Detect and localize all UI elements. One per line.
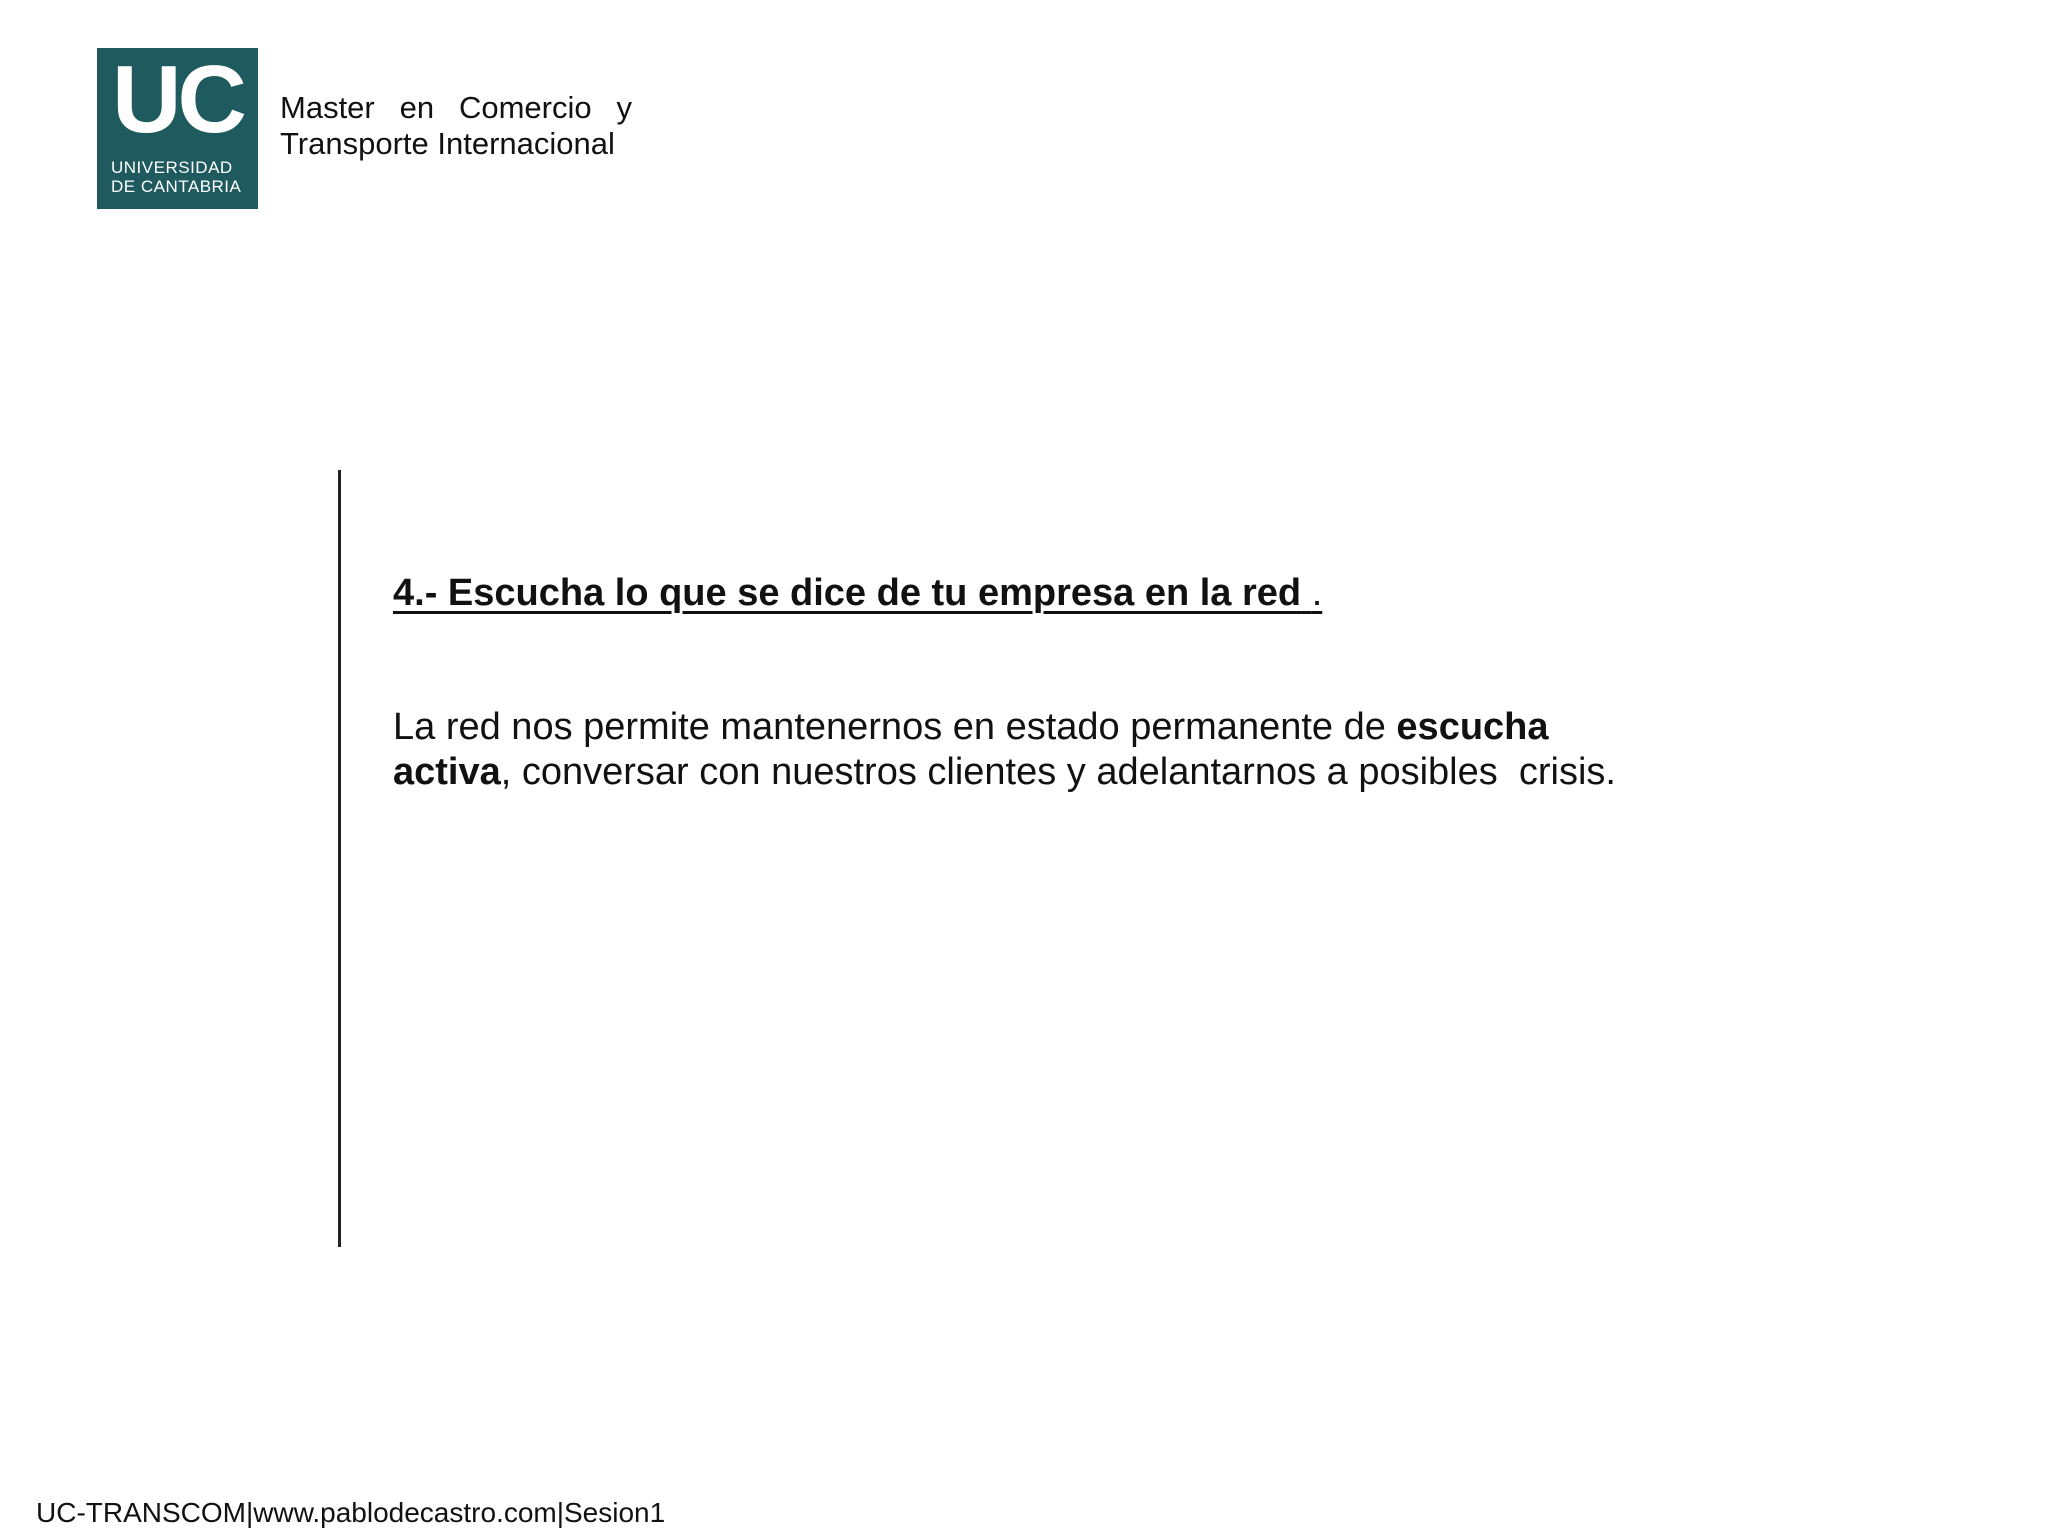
slide-heading-dot: . <box>1311 572 1323 614</box>
slide-heading <box>393 570 1322 616</box>
program-title-line-2: Transporte Internacional <box>280 126 615 161</box>
body-bold-segment: activa <box>393 751 501 793</box>
program-word: Comercio <box>458 90 592 125</box>
logo-mark: UC <box>112 48 243 153</box>
logo-text-line-2: DE CANTABRIA <box>111 177 242 196</box>
body-text-segment: , conversar con nuestros clientes y adelantarnos a posibles crisis. <box>500 751 1616 793</box>
logo-text-line-1: UNIVERSIDAD <box>111 158 233 177</box>
slide-heading-text: 4.- Escucha lo que se dice de tu empresa en la red <box>393 572 1302 614</box>
program-title <box>280 90 632 162</box>
slide-body <box>393 705 1693 795</box>
slide-footer: UC-TRANSCOM|www.pablodecastro.com|Sesion1 <box>36 1497 666 1528</box>
body-text-segment: La red nos permite mantenernos en estado permanente de <box>393 706 1397 748</box>
program-title-line-1 <box>280 90 632 126</box>
vertical-divider <box>338 470 341 1247</box>
slide-body-line-2 <box>393 750 1693 795</box>
program-word: Master <box>280 90 375 125</box>
university-logo <box>97 48 258 209</box>
program-word: en <box>399 90 435 125</box>
body-bold-segment: escucha <box>1396 706 1549 748</box>
program-word: y <box>616 90 632 125</box>
slide-body-line-1 <box>393 705 1693 750</box>
